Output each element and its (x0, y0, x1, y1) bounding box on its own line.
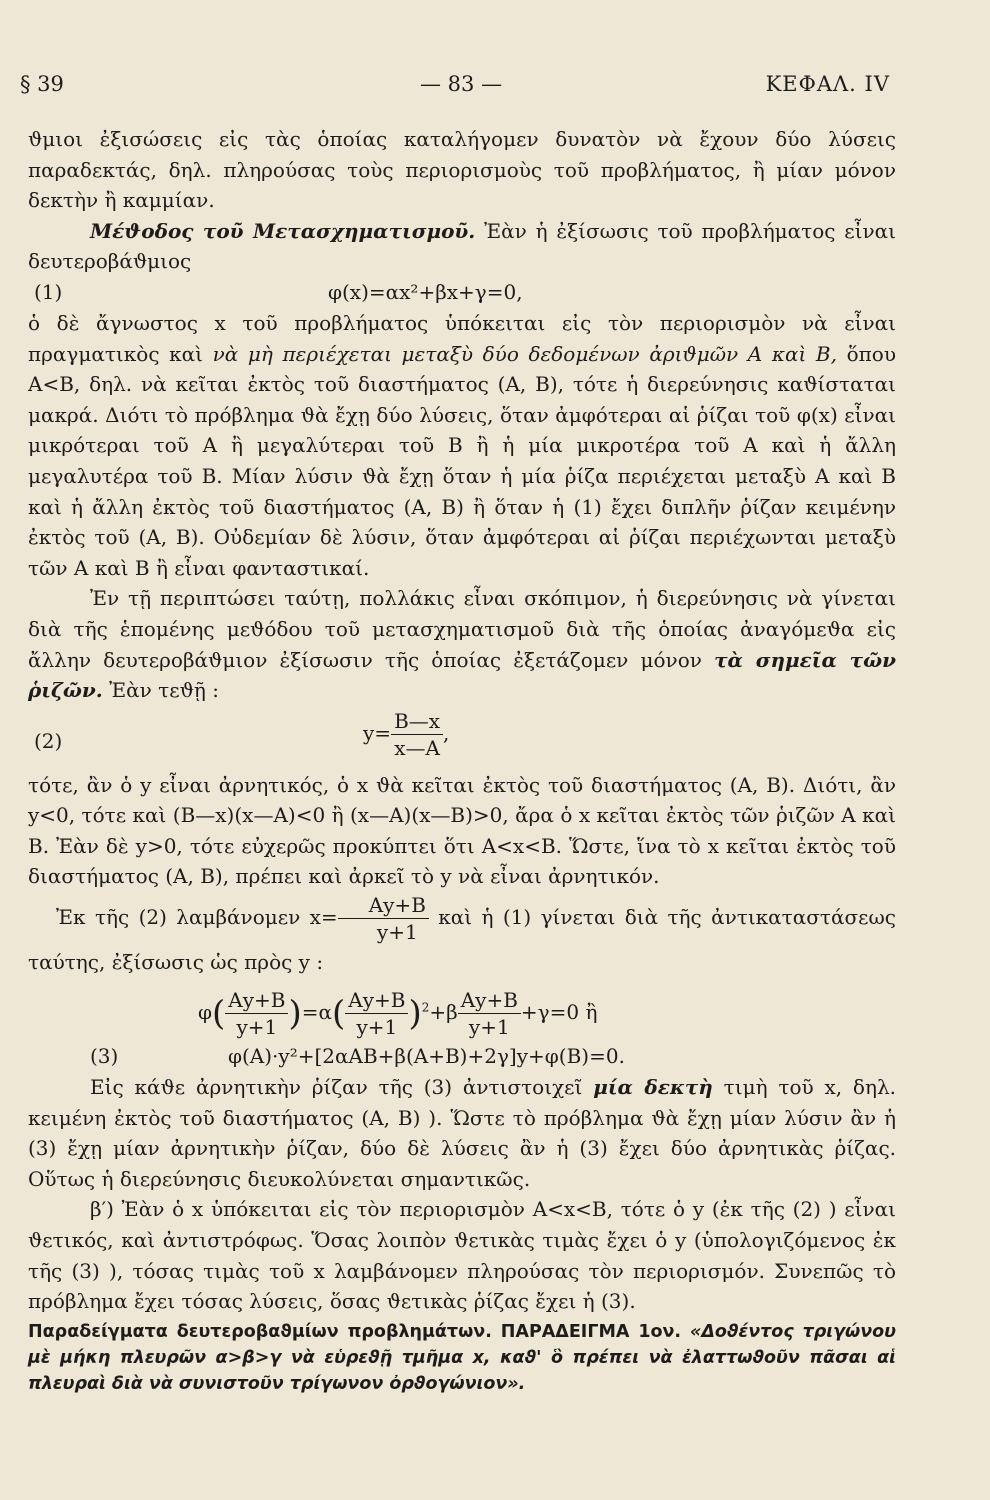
page-header (20, 72, 890, 106)
sub-fraction-3 (458, 987, 521, 1040)
equation-3-formula: φ(Α)·y²+[2αΑΒ+β(Α+Β)+2γ]y+φ(Β)=0. (228, 1044, 625, 1069)
page-number: — 83 — (420, 72, 503, 96)
gamma-term: +γ=0 ἢ (520, 1000, 598, 1025)
paragraph-6 (28, 892, 896, 979)
paragraph-7-emphasis: μία δεκτὴ (593, 1075, 713, 1100)
paragraph-7-end: τιμὴ τοῦ x, δηλ. κειμένη ἐκτὸς τοῦ διαστήματος (Α, Β) ). Ὥστε τὸ πρόβλημα ϑὰ ἔχῃ μίαν λύσιν ἂν ἡ (3) ἔχῃ μίαν ἀρνητικὴν ῥίζαν, δύο δὲ λύσεις ἂν ἡ (3) ἔχει δύο ἀρνητικὰς ῥίζας. Οὕτως ἡ διερεύνησις διευκολύνεται σημαντικῶς. (28, 1075, 896, 1191)
equation-2-number: (2) (34, 728, 63, 753)
page-body (28, 124, 896, 1397)
paragraph-4-emphasis: τὰ σημεῖα τῶν ῥιζῶν. (28, 647, 897, 703)
equation-2-formula: y= $\frac{B—x}{x—A}$ , (363, 708, 450, 760)
method-title: Μέϑοδος τοῦ Μετασχηματισμοῦ. (90, 218, 476, 243)
substitution-formula: φ( $\frac{Ay+B}{y+1}$ )=α( $\frac{Ay+B}{y+1}$ )$^2$+β $\frac{Ay+B}{y+1}$ +γ=0 ἢ (198, 988, 598, 1040)
paragraph-7 (28, 1072, 896, 1194)
sub-fraction-2-den: y+1 (356, 1015, 398, 1040)
paragraph-3 (28, 308, 896, 583)
alpha-term: =α (301, 1000, 333, 1025)
paragraph-6-fraction (338, 892, 429, 945)
equation-2-fraction (391, 708, 443, 761)
equation-1-number: (1) (34, 279, 63, 304)
sub-fraction-3-num: Αy+Β (458, 987, 521, 1014)
sub-fraction-1 (225, 987, 288, 1040)
sub-fraction-1-num: Αy+Β (225, 987, 288, 1014)
paragraph-5: τότε, ἂν ὁ y εἶναι ἀρνητικός, ὁ x ϑὰ κεῖται ἐκτὸς τοῦ διαστήματος (Α, Β). Διότι, ἂν y<0, τότε καὶ (Β—x)(x—Α)<0 ἢ (x—Α)(x—Β)>0, ἄρα ὁ x κεῖται ἐκτὸς τῶν ῥιζῶν Α καὶ Β. Ἐὰν δὲ y>0, τότε εὐχερῶς προκύπτει ὅτι Α<x<Β. Ὥστε, ἵνα τὸ x κεῖται ἐκτὸς τοῦ διαστήματος (Α, Β), πρέπει καὶ ἀρκεῖ τὸ y νὰ εἶναι ἀρνητικόν. (28, 772, 896, 889)
equation-substitution (28, 979, 896, 1041)
equation-3-number: (3) (90, 1044, 119, 1069)
equation-1-formula: φ(x)=αx²+βx+γ=0, (328, 279, 523, 304)
sub-fraction-3-den: y+1 (468, 1015, 510, 1040)
paragraph-method (28, 216, 896, 277)
paragraph-3-italic: νὰ μὴ περιέχεται μεταξὺ δύο δεδομένων ἀριϑμῶν Α καὶ Β, (212, 341, 837, 366)
paragraph-6-numerator: Αy+Β (338, 892, 429, 919)
paragraph-6-start: Ἐκ τῆς (2) λαμβάνομεν x= (56, 905, 338, 930)
equation-1 (28, 277, 896, 308)
phi-symbol: φ (198, 1000, 213, 1025)
equation-2-lhs: y= (363, 720, 392, 745)
chapter-label: ΚΕΦΑΛ. IV (765, 72, 890, 96)
paragraph-6-end: καὶ ἡ (1) γίνεται διὰ τῆς ἀντικαταστάσεως ταύτης, ἐξίσωσις ὡς πρὸς y : (28, 905, 896, 975)
example-heading: Παραδείγματα δευτεροβαϑμίων προβλημάτων. ΠΑΡΑΔΕΙΓΜΑ 1ον. (28, 1321, 682, 1342)
equation-2-denominator: x—Α (394, 735, 440, 760)
paragraph-3-end: ὅπου Α<Β, δηλ. νὰ κεῖται ἐκτὸς τοῦ διαστήματος (Α, Β), τότε ἡ διερεύνησις καϑίσταται μακρά. Διότι τὸ πρόβλημα ϑὰ ἔχῃ δύο λύσεις, ὅταν ἀμφότεραι αἱ ῥίζαι τοῦ φ(x) εἶναι μικρότεραι τοῦ Α ἢ μεγαλύτεραι τοῦ Β ἢ ἡ μία μικροτέρα τοῦ Α καὶ ἡ ἄλλη μεγαλυτέρα τοῦ Β. Μίαν λύσιν ϑὰ ἔχῃ ὅταν ἡ μία ῥίζα περιέχεται μεταξὺ Α καὶ Β καὶ ἡ ἄλλη ἐκτὸς τοῦ διαστήματος (Α, Β) ἢ ὅταν ἡ (1) ἔχει διπλῆν ῥίζαν κειμένην ἐκτὸς τοῦ (Α, Β). Οὐδεμίαν δὲ λύσιν, ὅταν ἀμφότεραι αἱ ῥίζαι περιέχωνται μεταξὺ τῶν Α καὶ Β ἢ εἶναι φανταστικαί. (28, 341, 896, 580)
paragraph-4-start: Ἐν τῇ περιπτώσει ταύτῃ, πολλάκις εἶναι σκόπιμον, ἡ διερεύνησις νὰ γίνεται διὰ τῆς ἑπομένης μεϑόδου τοῦ μετασχηματισμοῦ διὰ τῆς ὁποίας ἀναγόμεϑα εἰς ἄλλην δευτεροβάϑμιον ἐξίσωσιν τῆς ὁποίας ἐξετάζομεν μόνον (28, 586, 896, 672)
sub-fraction-2-num: Αy+Β (345, 987, 408, 1014)
paragraph-7-start: Εἰς κάϑε ἀρνητικὴν ῥίζαν τῆς (3) ἀντιστοιχεῖ (90, 1075, 594, 1100)
equation-3 (28, 1041, 896, 1072)
beta-term: +β (429, 1000, 458, 1025)
equation-2 (28, 706, 896, 770)
paragraph-3-start: ὁ δὲ ἄγνωστος x τοῦ προβλήματος ὑπόκειται εἰς τὸν περιορισμὸν νὰ εἶναι πραγματικὸς καὶ (28, 310, 896, 366)
square-exponent: 2 (421, 1000, 430, 1015)
paragraph-1: ϑμιοι ἐξισώσεις εἰς τὰς ὁποίας καταλήγομεν δυνατὸν νὰ ἔχουν δύο λύσεις παραδεκτάς, δηλ. πληρούσας τοὺς περιορισμοὺς τοῦ προβλήματος, ἢ μίαν μόνον δεκτὴν ἢ καμμίαν. (28, 127, 896, 213)
example-paragraph (28, 1319, 896, 1397)
method-intro: Ἐὰν ἡ ἐξίσωσις τοῦ προβλήματος εἶναι δευτεροβάϑμιος (28, 218, 896, 274)
paragraph-8: β′) Ἐὰν ὁ x ὑπόκειται εἰς τὸν περιορισμὸν Α<x<Β, τότε ὁ y (ἐκ τῆς (2) ) εἶναι ϑετικός, καὶ ἀντιστρόφως. Ὅσας λοιπὸν ϑετικὰς τιμὰς ἔχει ὁ y (ὑπολογιζόμενος ἐκ τῆς (3) ), τόσας τιμὰς τοῦ x λαμβάνομεν πληρούσας τὸν περιορισμόν. Συνεπῶς τὸ πρόβλημα ἔχει τόσας λύσεις, ὅσας ϑετικὰς ῥίζας ἔχει ἡ (3). (28, 1197, 896, 1314)
paragraph-6-denominator: y+1 (376, 920, 418, 945)
paragraph-4-end: Ἐὰν τεϑῇ : (102, 678, 219, 703)
paragraph-4 (28, 583, 896, 705)
sub-fraction-2 (345, 987, 408, 1040)
example-statement: «Δοϑέντος τριγώνου μὲ μήκη πλευρῶν α>β>γ νὰ εὑρεϑῇ τμῆμα x, καϑ' ὃ πρέπει νὰ ἐλαττωϑοῦν πᾶσαι αἱ πλευραὶ διὰ νὰ συνιστοῦν τρίγωνον ὀρϑογώνιον». (28, 1321, 896, 1394)
equation-2-numerator: Β—x (391, 708, 443, 735)
sub-fraction-1-den: y+1 (236, 1015, 278, 1040)
section-number: § 39 (20, 72, 64, 96)
